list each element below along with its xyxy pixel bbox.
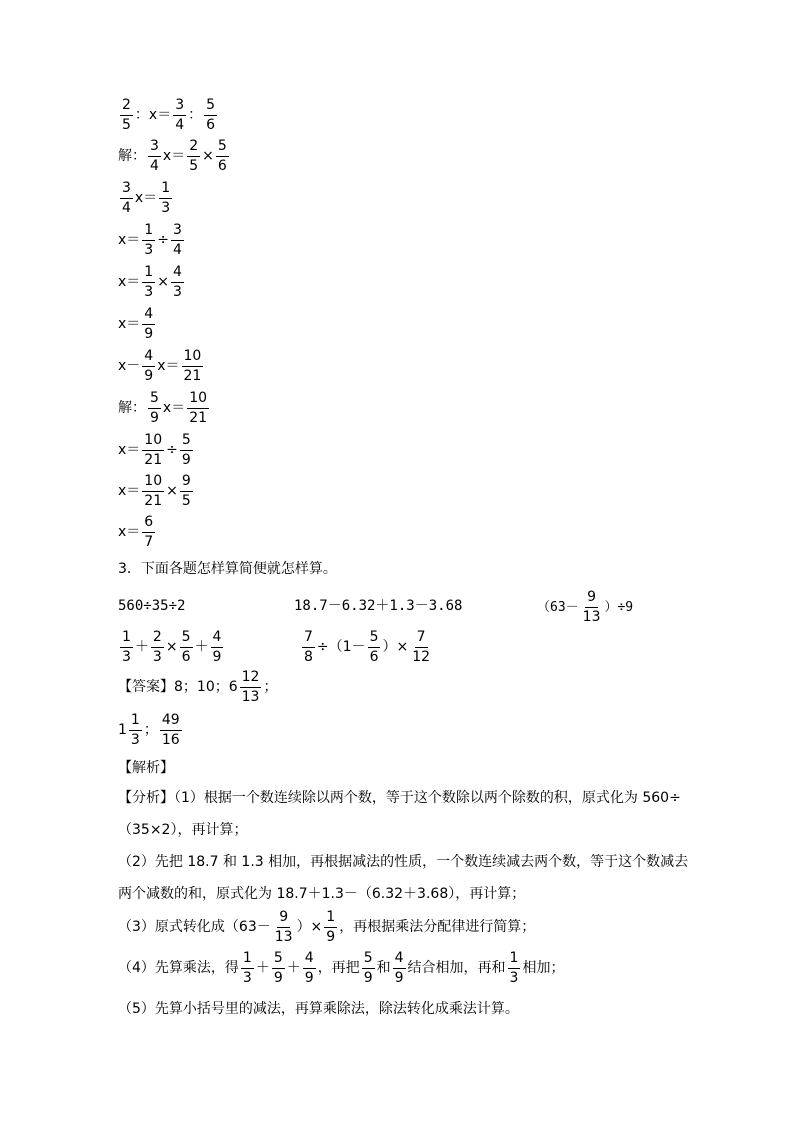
problem-5: $\frac{7}{8}$ ÷（1－ $\frac{5}{6}$ ）× $\frac{7}{12}$	[304, 629, 431, 665]
fraction: $\frac{2}{5}$	[122, 97, 131, 133]
analysis-s2a: （2）先把 18.7 和 1.3 相加，再根据减法的性质，一个数连续减去两个数，等于这个数减去	[118, 854, 689, 870]
answer-line-2: 1 $\frac{1}{3}$ ； $\frac{49}{16}$	[118, 712, 180, 748]
fraction: $\frac{12}{13}$	[241, 669, 260, 705]
fraction: $\frac{7}{8}$	[304, 629, 313, 665]
fraction: $\frac{1}{3}$	[242, 950, 252, 986]
fraction: $\frac{5}{9}$	[363, 950, 373, 986]
eq1-line-5: x＝ $\frac{1}{3}$ × $\frac{4}{3}$	[118, 264, 182, 300]
eq1-line-6: x＝ $\frac{4}{9}$	[118, 306, 154, 342]
fraction: $\frac{1}{9}$	[326, 909, 336, 945]
fraction: $\frac{5}{9}$	[150, 390, 159, 426]
eq2-line-4: x＝ $\frac{10}{21}$ × $\frac{9}{5}$	[118, 473, 191, 509]
problem-2: 18.7－6.32＋1.3－3.68	[294, 598, 463, 614]
eq1-line-2: 解： $\frac{3}{4}$ x＝ $\frac{2}{5}$ × $\frac{5}{6}$	[118, 138, 227, 174]
fraction: $\frac{5}{6}$	[181, 629, 191, 665]
analysis-s4: （4）先算乘法，得 $\frac{1}{3}$ ＋ $\frac{5}{9}$ ＋ $\frac{4}{9}$ ，再把 $\frac{5}{9}$ 和 $\frac{4}{9}$ 结合相加，再和 $\frac{1}{3}$ 相加；	[118, 950, 565, 986]
analysis-s5: （5）先算小括号里的减法，再算乘除法，除法转化成乘法计算。	[118, 1001, 519, 1017]
fraction: $\frac{5}{9}$	[181, 432, 191, 468]
problem-4: $\frac{1}{3}$ ＋ $\frac{2}{3}$ × $\frac{5}{6}$ ＋ $\frac{4}{9}$	[122, 629, 222, 665]
eq1-line-4: x＝ $\frac{1}{3}$ ÷ $\frac{3}{4}$	[118, 222, 182, 258]
eq1-line-3: $\frac{3}{4}$ x＝ $\frac{1}{3}$	[122, 180, 171, 216]
fraction: $\frac{4}{9}$	[304, 950, 314, 986]
fraction: $\frac{5}{9}$	[273, 950, 283, 986]
fraction: $\frac{1}{3}$	[144, 222, 154, 258]
fraction: $\frac{7}{12}$	[412, 629, 431, 665]
fraction: $\frac{10}{21}$	[189, 390, 208, 426]
fraction: $\frac{10}{21}$	[183, 348, 202, 384]
fraction: $\frac{3}{4}$	[172, 222, 182, 258]
fraction: $\frac{3}{4}$	[175, 97, 185, 133]
fraction: $\frac{6}{7}$	[144, 514, 154, 550]
fraction: $\frac{4}{9}$	[144, 306, 154, 342]
problem-1: 560÷35÷2	[118, 598, 186, 614]
fraction: $\frac{2}{3}$	[152, 629, 162, 665]
fraction: $\frac{10}{21}$	[144, 473, 163, 509]
fraction: $\frac{5}{6}$	[217, 138, 227, 174]
fraction: $\frac{4}{9}$	[394, 950, 404, 986]
fraction: $\frac{4}{3}$	[172, 264, 182, 300]
fraction: $\frac{9}{5}$	[181, 473, 191, 509]
problem-3: （63－ $\frac{9}{13}$ ）÷9	[537, 589, 634, 625]
fraction: $\frac{1}{3}$	[130, 712, 140, 748]
eq2-line-3: x＝ $\frac{10}{21}$ ÷ $\frac{5}{9}$	[118, 432, 191, 468]
fraction: $\frac{1}{3}$	[161, 180, 171, 216]
fraction: $\frac{5}{6}$	[369, 629, 379, 665]
fraction: $\frac{49}{16}$	[161, 712, 180, 748]
fraction: $\frac{1}{3}$	[144, 264, 154, 300]
fraction: $\frac{1}{3}$	[509, 950, 519, 986]
eq2-line-2: 解： $\frac{5}{9}$ x＝ $\frac{10}{21}$	[118, 390, 208, 426]
eq2-line-1: x－ $\frac{4}{9}$ x＝ $\frac{10}{21}$	[118, 348, 202, 384]
fraction: $\frac{4}{9}$	[144, 348, 154, 384]
analysis-s1a: 【分析】（1）根据一个数连续除以两个数，等于这个数除以两个除数的积，原式化为 560÷	[118, 790, 681, 806]
fraction: $\frac{1}{3}$	[122, 629, 131, 665]
analysis-s3: （3）原式转化成（63－ $\frac{9}{13}$ ）× $\frac{1}{9}$ ，再根据乘法分配律进行简算；	[118, 909, 536, 945]
fraction: $\frac{9}{13}$	[582, 589, 601, 625]
analysis-label: 【解析】	[118, 760, 174, 776]
fraction: $\frac{3}{4}$	[150, 138, 159, 174]
question-title: 3．下面各题怎样算简便就怎样算。	[118, 561, 337, 577]
fraction: $\frac{10}{21}$	[144, 432, 163, 468]
fraction: $\frac{4}{9}$	[212, 629, 222, 665]
fraction: $\frac{5}{6}$	[206, 97, 216, 133]
eq1-line-1: $\frac{2}{5}$ ：x＝ $\frac{3}{4}$ ： $\frac{5}{6}$	[122, 97, 216, 133]
fraction: $\frac{9}{13}$	[274, 909, 293, 945]
fraction: $\frac{2}{5}$	[189, 138, 199, 174]
eq2-line-5: x＝ $\frac{6}{7}$	[118, 514, 154, 550]
analysis-s2b: 两个减数的和，原式化为 18.7＋1.3－（6.32＋3.68），再计算；	[118, 886, 526, 902]
fraction: $\frac{3}{4}$	[122, 180, 131, 216]
answer-line-1: 【答案】8；10；6 $\frac{12}{13}$ ；	[118, 669, 278, 705]
analysis-s1b: （35×2），再计算；	[118, 822, 248, 838]
